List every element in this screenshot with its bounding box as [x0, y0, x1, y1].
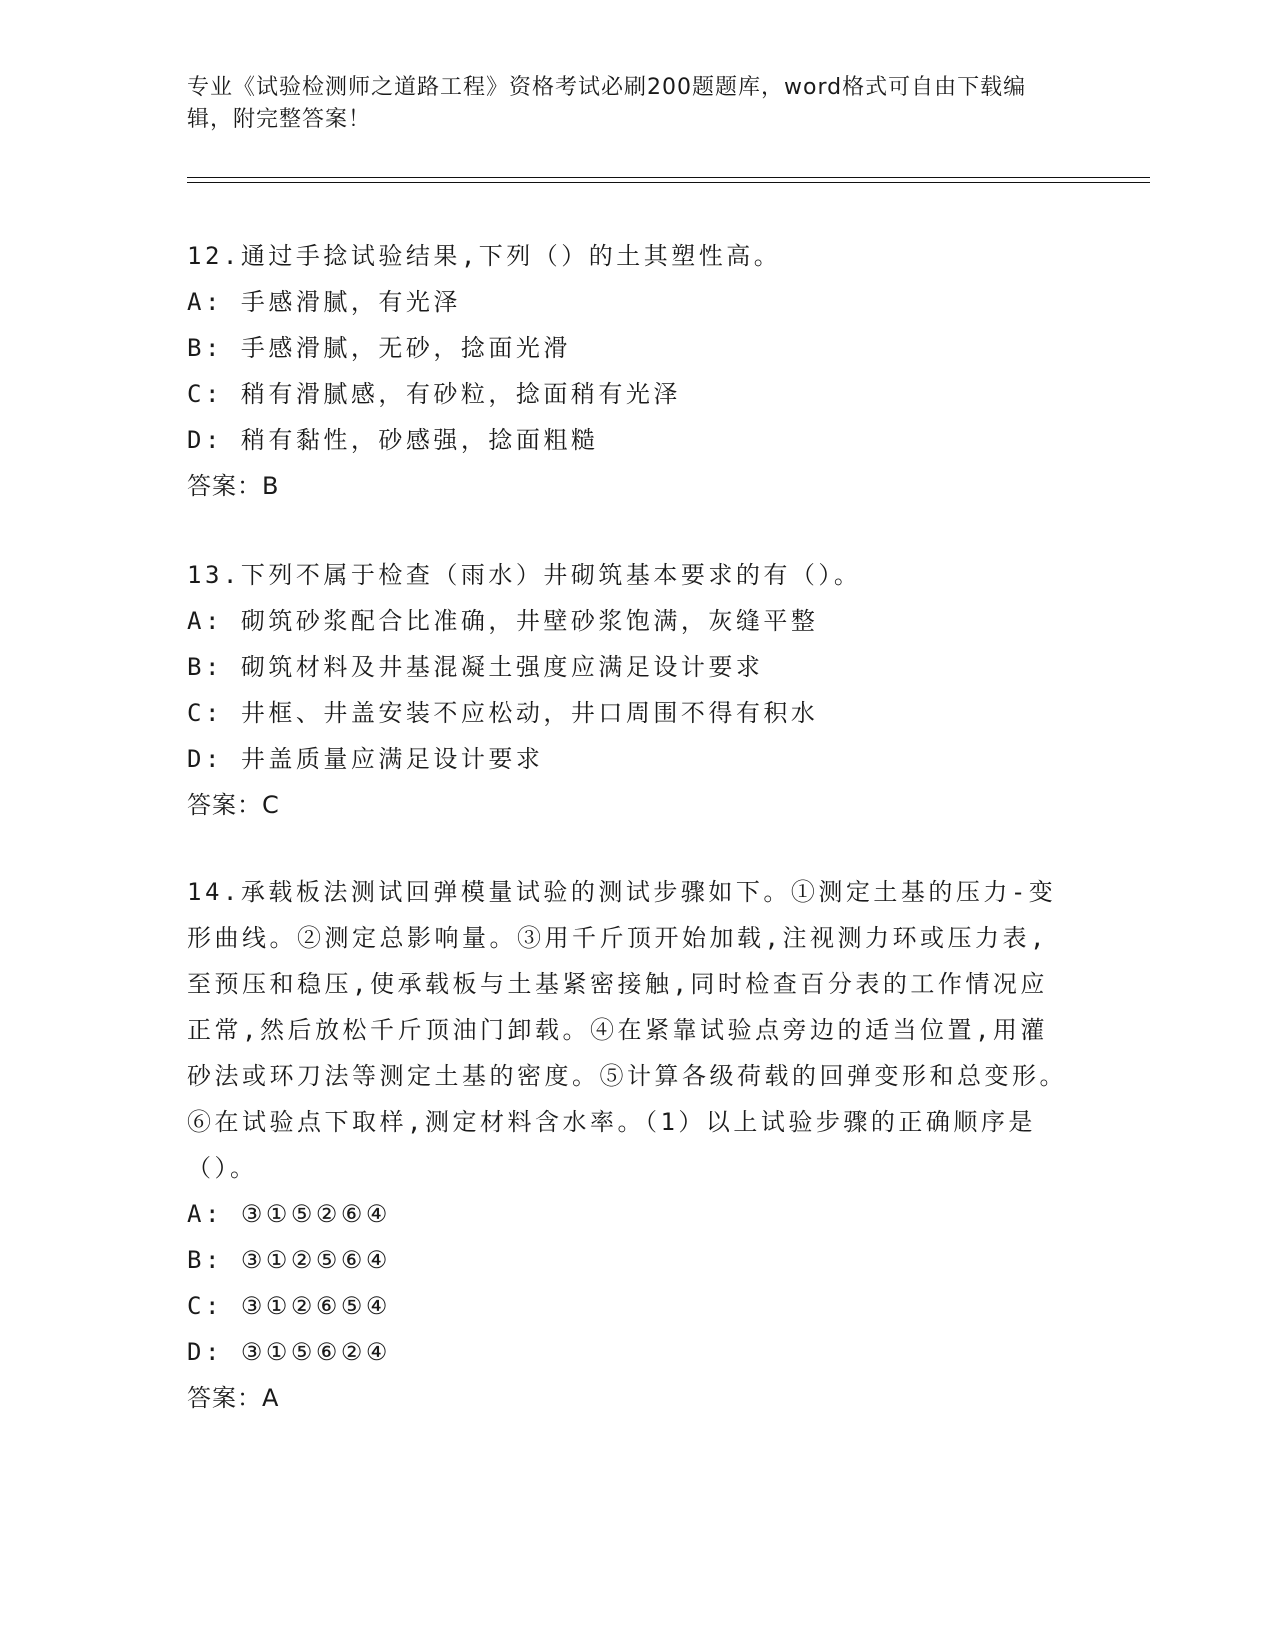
header-divider-bottom [187, 182, 1150, 183]
option-c: C: 井框、井盖安装不应松动，井口周围不得有积水 [187, 699, 819, 727]
option-b: B: 砌筑材料及井基混凝土强度应满足设计要求 [187, 653, 764, 681]
answer: 答案：C [187, 791, 280, 819]
question-13 [187, 552, 1067, 828]
header-divider-top [187, 177, 1150, 178]
option-b: B: 手感滑腻，无砂，捻面光滑 [187, 334, 571, 362]
option-a: A: 砌筑砂浆配合比准确，井壁砂浆饱满，灰缝平整 [187, 607, 819, 635]
option-d: D: 稍有黏性，砂感强，捻面粗糙 [187, 426, 599, 454]
answer: 答案：B [187, 472, 280, 500]
document-header [187, 72, 1067, 136]
option-c: C: ③①②⑥⑤④ [187, 1292, 391, 1320]
option-b: B: ③①②⑤⑥④ [187, 1246, 391, 1274]
question-12 [187, 233, 1067, 509]
question-stem: 13.下列不属于检查（雨水）井砌筑基本要求的有（）。 [187, 561, 862, 589]
option-d: D: ③①⑤⑥②④ [187, 1338, 391, 1366]
option-a: A: 手感滑腻，有光泽 [187, 288, 461, 316]
option-a: A: ③①⑤②⑥④ [187, 1200, 391, 1228]
answer: 答案：A [187, 1384, 280, 1412]
option-d: D: 井盖质量应满足设计要求 [187, 745, 544, 773]
option-c: C: 稍有滑腻感，有砂粒，捻面稍有光泽 [187, 380, 681, 408]
question-14 [187, 869, 1067, 1421]
document-title: 专业《试验检测师之道路工程》资格考试必刷200题题库，word格式可自由下载编辑，附完整答案！ [187, 75, 1027, 132]
question-stem: 12.通过手捻试验结果,下列（）的土其塑性高。 [187, 242, 782, 270]
question-stem: 14.承载板法测试回弹模量试验的测试步骤如下。①测定土基的压力-变形曲线。②测定总影响量。③用千斤顶开始加载,注视测力环或压力表,至预压和稳压,使承载板与土基紧密接触,同时检查百分表的工作情况应正常,然后放松千斤顶油门卸载。④在紧靠试验点旁边的适当位置,用灌砂法或环刀法等测定土基的密度。⑤计算各级荷载的回弹变形和总变形。⑥在试验点下取样,测定材料含水率。（1）以上试验步骤的正确顺序是（）。 [187, 878, 1067, 1182]
